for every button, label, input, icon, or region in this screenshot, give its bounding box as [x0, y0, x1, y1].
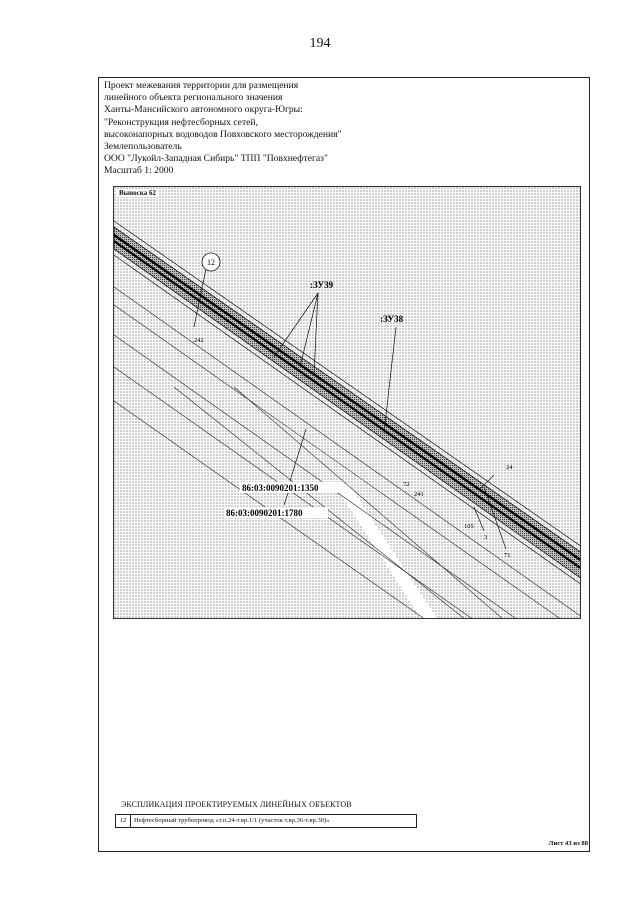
point-label: 105 — [464, 523, 474, 530]
header-line: Масштаб 1: 2000 — [104, 165, 174, 177]
map-inset — [113, 186, 581, 619]
cadastral-label: 86:03:0090201:1350 — [242, 483, 319, 493]
page-number: 194 — [309, 36, 331, 51]
header-line: ООО "Лукойл-Западная Сибирь" ТПП "Повхнефтегаз" — [104, 153, 328, 165]
explication-row-number: 12 — [116, 815, 131, 827]
point-label: 71 — [504, 552, 511, 559]
point-label: 242 — [194, 337, 204, 344]
document-header — [104, 80, 584, 178]
header-line: Проект межевания территории для размещения — [104, 80, 299, 91]
map-drawing — [114, 187, 581, 619]
callout-circle-label: 12 — [207, 258, 215, 267]
explication-table — [115, 814, 417, 828]
header-line: "Реконструкция нефтесборных сетей, — [104, 116, 258, 128]
point-label: 241 — [414, 491, 424, 498]
header-line: Ханты-Мансийского автономного округа-Югры: — [104, 104, 303, 116]
zone-label: :ЗУ38 — [380, 314, 404, 324]
map-title: Выноска 62 — [119, 189, 156, 197]
header-line: линейного объекта регионального значения — [104, 92, 283, 104]
zone-label: :ЗУ39 — [310, 280, 334, 290]
explication-title: ЭКСПЛИКАЦИЯ ПРОЕКТИРУЕМЫХ ЛИНЕЙНЫХ ОБЪЕКТОВ — [121, 800, 352, 809]
header-line: Землепользователь — [104, 141, 182, 153]
point-label: 3 — [484, 534, 488, 541]
cadastral-label: 86:03:0090201:1780 — [226, 508, 303, 518]
point-label: 72 — [403, 481, 410, 488]
header-line: высоконапорных водоводов Повховского месторождения" — [104, 128, 342, 140]
point-label: 24 — [506, 464, 513, 471]
sheet-label: Лист 43 из 88 — [548, 840, 588, 847]
explication-row-name: Нефтесборный трубопровод «т.п.24-т.вр.1/1 (участок т.вр.36-т.вр.30)» — [134, 817, 330, 824]
